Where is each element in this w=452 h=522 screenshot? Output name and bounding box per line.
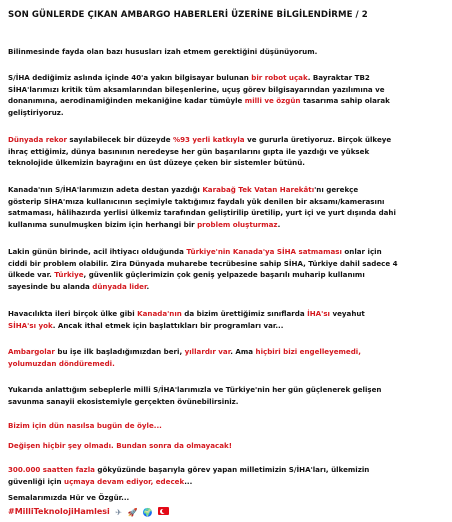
text-line: Dünyada rekor sayılabilecek bir düzeyde %93 yerli katkıyla ve gururla üretiyoruz. Birçok ülkeye xyxy=(8,135,392,144)
paragraph-intro xyxy=(8,46,446,58)
rocket-icon: 🚀 xyxy=(127,508,138,517)
highlight-text: Karabağ Tek Vatan Harekâtı xyxy=(202,185,315,194)
paragraph-embargoes xyxy=(8,346,446,369)
text-line: Bizim için dün nasılsa bugün de öyle... xyxy=(8,421,162,430)
highlight-text: 300.000 saatten fazla xyxy=(8,465,95,474)
highlight-text: Kanada'nın xyxy=(137,309,182,318)
text-line: savunma sanayii ekosistemiyle gerçekten övünebilirsiniz. xyxy=(8,396,239,406)
text-line: ihraç ettiğimiz, dünya basınının neredeyse her gün başarılarını gıpta ile yazdığı ve yüksek xyxy=(8,146,370,156)
highlight-text: SİHA'sı yok xyxy=(8,320,53,330)
paragraph-canada-karabakh xyxy=(8,184,446,230)
text-line: Havacılıkta ileri birçok ülke gibi Kanada'nın da bizim ürettiğimiz sınıflarda İHA'sı veyahut xyxy=(8,309,365,318)
text-line: kullanıma sunulmuşken bizim için herhangi bir problem oluşturmaz. xyxy=(8,219,281,229)
text-line: ciddi bir problem olabilir. Zira Dünyada muharebe tecrübesine sahip SİHA, Türkiye dahil sadece 4 xyxy=(8,258,398,268)
text-line: Kanada'nın S/İHA'larımızın adeta destan yazdığı Karabağ Tek Vatan Harekâtı'nı gerekçe xyxy=(8,185,359,194)
highlight-text: Dünyada rekor xyxy=(8,135,67,144)
text-line: SİHA'larımızı kritik tüm aksamlarından bileşenlerine, uçuş görev bilgisayarından yazılımına ve xyxy=(8,84,385,94)
text-line: S/İHA dediğimiz aslında içinde 40'a yakın bilgisayar bulunan bir robot uçak. Bayraktar TB2 xyxy=(8,73,370,82)
text-line: Ambargolar bu işe ilk başladığımızdan beri, yıllardır var. Ama hiçbiri bizi engelleyemedi, xyxy=(8,347,361,356)
text-line: Bilinmesinde fayda olan bazı hususları izah etmem gerektiğini düşünüyorum. xyxy=(8,47,318,56)
text-line: Lakin günün birinde, acil ihtiyacı olduğunda Türkiye'nin Kanada'ya SİHA satmaması onlar için xyxy=(8,247,382,256)
paragraph-defense-ecosystem xyxy=(8,384,446,407)
highlight-text: dünyada lider xyxy=(92,281,147,291)
text-line: sayesinde bu alanda dünyada lider. xyxy=(8,281,150,291)
text-line: geliştiriyoruz. xyxy=(8,107,64,117)
paragraph-world-record xyxy=(8,134,446,169)
highlight-text: milli ve özgün xyxy=(244,96,301,106)
hashtag-link[interactable]: #MilliTeknolojiHamlesi xyxy=(8,507,110,516)
paragraph-yesterday-today xyxy=(8,420,446,432)
document-title: SON GÜNLERDE ÇIKAN AMBARGO HABERLERİ ÜZERİNE BİLGİLENDİRME / 2 xyxy=(8,10,368,20)
text-line: Yukarıda anlattığım sebeplerle milli S/İHA'larımızla ve Türkiye'nin her gün güçlenerek gelişen xyxy=(8,385,382,394)
highlight-text: İHA'sı xyxy=(307,309,330,318)
text-line: güvenliği için uçmaya devam ediyor, edecek... xyxy=(8,476,193,486)
highlight-text: problem oluşturmaz xyxy=(197,219,278,229)
highlight-text: yıllardır var xyxy=(184,347,231,356)
highlight-text: %93 yerli katkıyla xyxy=(172,135,245,144)
highlight-text: hiçbiri bizi engelleyemedi, xyxy=(255,347,361,356)
text-line: yolumuzdan döndüremedi. xyxy=(8,358,115,368)
text-line: satmaması, hâlihazırda yerlisi ülkemiz tarafından geliştirilip üretilip, yurt içi ve yurt dışında dahi xyxy=(8,208,396,218)
paragraph-turkey-leader xyxy=(8,246,446,292)
paragraph-flight-hours xyxy=(8,464,446,487)
text-line: teknolojide ülkemizin bayrağını en üst düzeye çeken bir sistemler bütünü. xyxy=(8,158,305,168)
paragraph-nothing-changed xyxy=(8,440,446,452)
paragraph-free-skies xyxy=(8,492,446,504)
turkish-flag-icon xyxy=(158,507,169,515)
highlight-text: Türkiye xyxy=(54,270,84,280)
text-line: Semalarımızda Hür ve Özgür... xyxy=(8,493,130,502)
text-line: ülkede var. Türkiye, güvenlik güçlerimizin çok geniş yelpazede başarılı muharip kullanımı xyxy=(8,270,365,280)
text-line: Değişen hiçbir şey olmadı. Bundan sonra da olmayacak! xyxy=(8,441,232,450)
highlight-text: bir robot uçak xyxy=(251,73,308,82)
text-line: 300.000 saatten fazla gökyüzünde başarıyla görev yapan milletimizin S/İHA'ları, ülkemizin xyxy=(8,465,370,474)
paragraph-aviation-countries xyxy=(8,308,446,331)
highlight-text: Türkiye'nin Kanada'ya SİHA satmaması xyxy=(186,247,342,256)
text-line: gösterip SİHA'mıza kullanıcının seçimiyle taktığımız faydalı yük denilen bir aksamı/kamerasını xyxy=(8,196,385,206)
text-line: donanımına, aerodinamiğinden mekaniğine kadar tümüyle milli ve özgün tasarıma sahip olarak xyxy=(8,96,390,106)
airplane-icon: ✈ xyxy=(115,508,122,517)
paragraph-robot-aircraft xyxy=(8,72,446,118)
highlight-text: Ambargolar xyxy=(8,347,55,356)
text-line: SİHA'sı yok. Ancak ithal etmek için başlattıkları bir programları var... xyxy=(8,320,284,330)
hashtag-line xyxy=(8,506,446,519)
highlight-text: uçmaya devam ediyor, edecek xyxy=(64,476,185,486)
globe-icon: 🌍 xyxy=(142,508,153,517)
